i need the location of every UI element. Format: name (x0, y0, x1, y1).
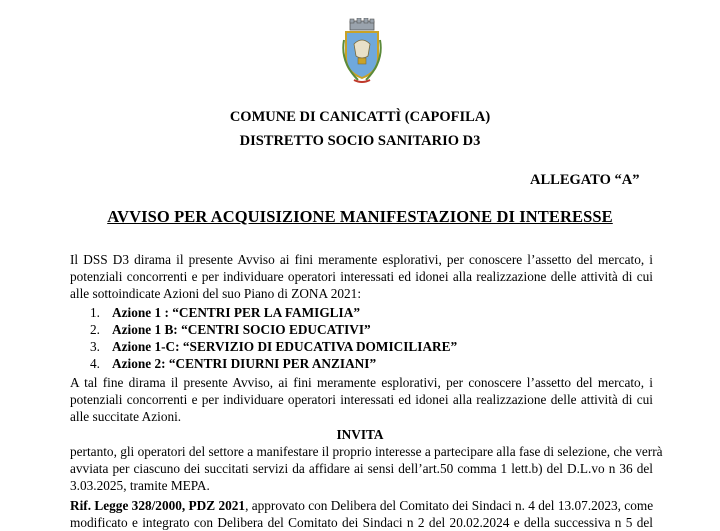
action-text: “CENTRI DIURNI PER ANZIANI” (165, 356, 377, 371)
district-title: DISTRETTO SOCIO SANITARIO D3 (239, 133, 481, 149)
action-item (70, 338, 653, 355)
invita-heading: INVITA (336, 427, 384, 442)
actions-list (70, 304, 653, 372)
intro-line-3: alle sottoindicate Azioni del suo Piano di ZONA 2021: (70, 286, 362, 301)
intro-paragraph (70, 251, 653, 302)
action-item (70, 321, 653, 338)
reference-line-1-rest: , approvato con Delibera del Comitato dei Sindaci n. 4 del 13.07.2023, come (245, 498, 654, 513)
action-label: Azione 1 : (112, 305, 169, 320)
reference-law: Rif. Legge 328/2000, PDZ 2021 (70, 498, 246, 513)
action-item (70, 304, 653, 321)
action-number: 4. (90, 356, 100, 371)
action-number: 1. (90, 305, 100, 320)
action-number: 2. (90, 322, 100, 337)
action-label: Azione 1 B: (112, 322, 178, 337)
municipal-crest-icon (340, 18, 384, 84)
attachment-label: ALLEGATO “A” (530, 172, 640, 188)
action-text: “CENTRI SOCIO EDUCATIVI” (177, 322, 371, 337)
action-text: “CENTRI PER LA FAMIGLIA” (168, 305, 360, 320)
notice-title: AVVISO PER ACQUISIZIONE MANIFESTAZIONE DI INTERESSE (107, 207, 613, 226)
action-label: Azione 1-C: (112, 339, 180, 354)
purpose-line-2: potenziali concorrenti e per individuare operatori interessati ed idonei alla realizzazione delle attività di cui (70, 392, 653, 407)
action-item (70, 355, 653, 372)
reference-line-1 (70, 497, 653, 514)
intro-line-1: Il DSS D3 dirama il presente Avviso ai fini meramente esplorativi, per conoscere l’assetto del mercato, i (70, 252, 653, 267)
invitation-paragraph (70, 443, 663, 494)
purpose-line-1: A tal fine dirama il presente Avviso, ai fini meramente esplorativi, per conoscere l’assetto del mercato, i (70, 375, 653, 390)
reference-line-2: modificato e integrato con Delibera del Comitato dei Sindaci n 2 del 20.02.2024 e della successiva n 5 del (70, 515, 653, 530)
invitation-line-3: 3.03.2025, tramite MEPA. (70, 478, 210, 493)
purpose-line-3: alle succitate Azioni. (70, 409, 182, 424)
reference-paragraph (70, 497, 653, 531)
municipality-title: COMUNE DI CANICATTÌ (CAPOFILA) (229, 109, 491, 125)
action-label: Azione 2: (112, 356, 166, 371)
intro-line-2: potenziali concorrenti e per individuare operatori interessati ed idonei alla realizzazione delle attività di cui (70, 269, 653, 284)
purpose-paragraph (70, 374, 653, 425)
action-number: 3. (90, 339, 100, 354)
invitation-line-2: avviata per ciascuno dei succitati servizi da affidare ai sensi dell’art.50 comma 1 lett.b) del D.L.vo n 36 del (70, 461, 653, 476)
invitation-line-1: pertanto, gli operatori del settore a manifestare il proprio interesse a partecipare alla fase di selezione, che verrà (70, 444, 663, 459)
action-text: “SERVIZIO DI EDUCATIVA DOMICILIARE” (179, 339, 458, 354)
